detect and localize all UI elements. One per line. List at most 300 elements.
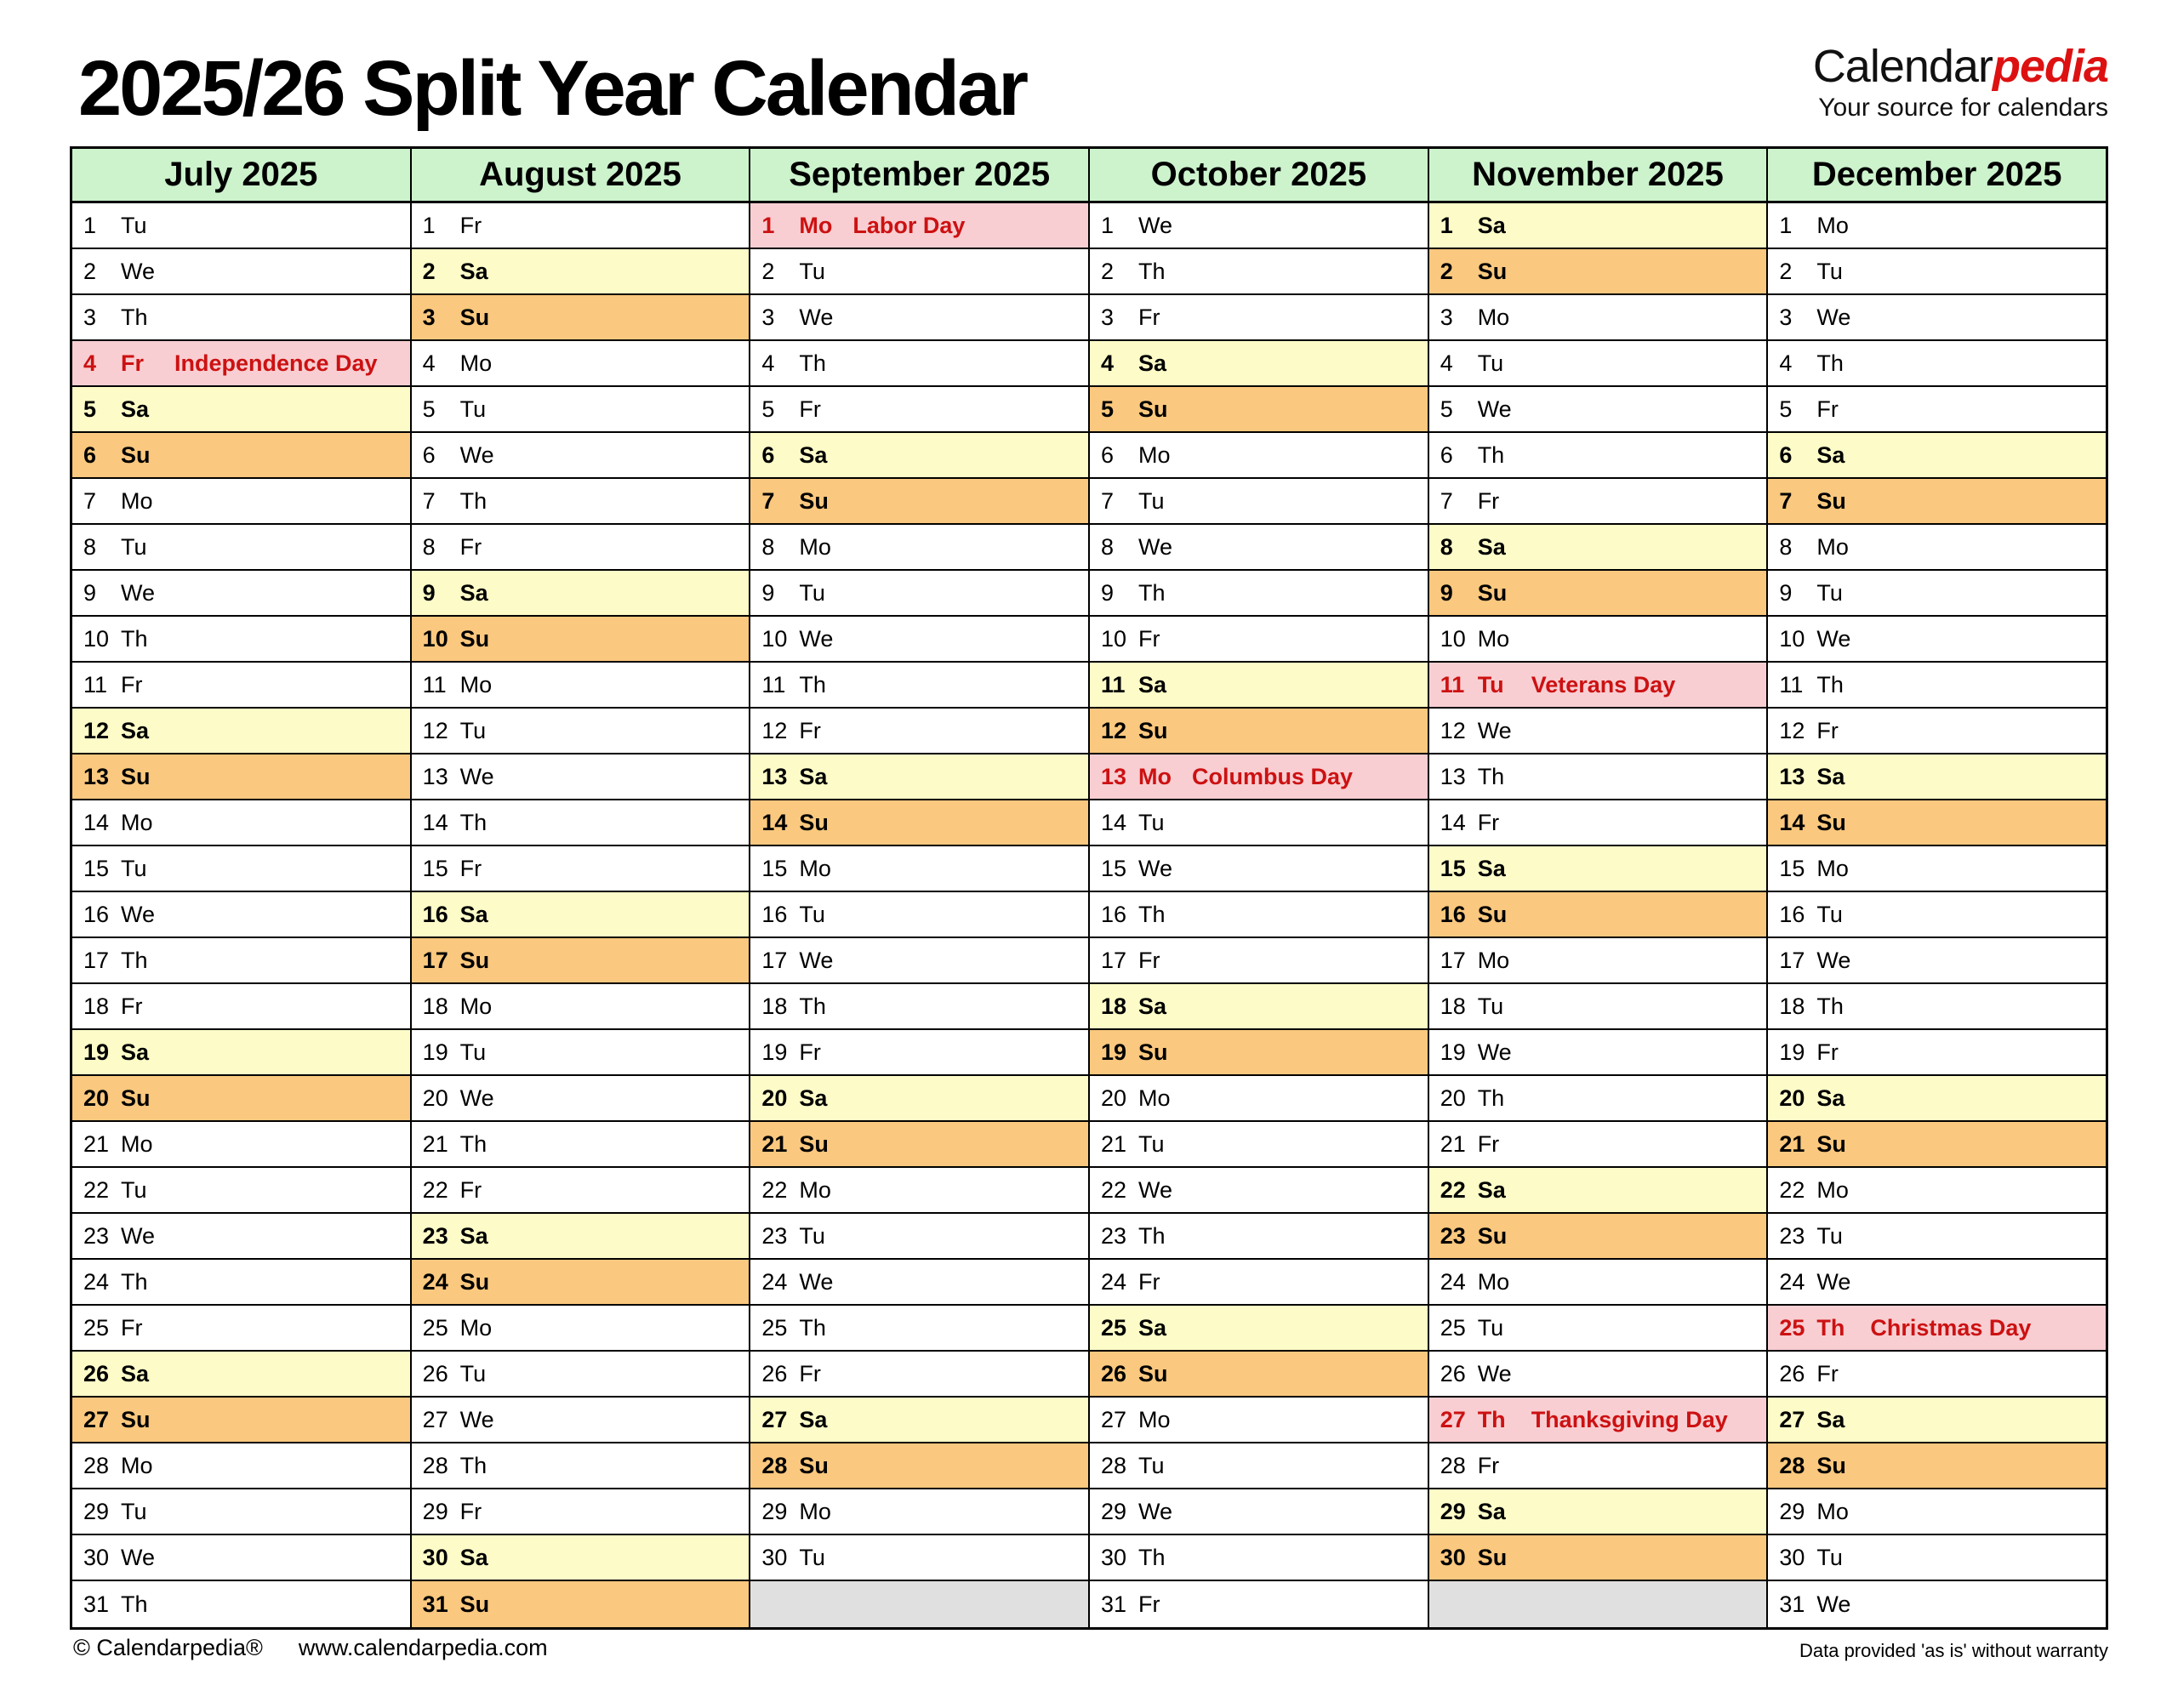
website-link[interactable]: www.calendarpedia.com: [298, 1635, 548, 1660]
day-number: 19: [761, 1039, 788, 1065]
day-number: 15: [1440, 855, 1466, 881]
day-weekday: Sa: [1816, 441, 1845, 468]
day-number: 7: [1440, 487, 1453, 514]
day-weekday: Th: [1816, 993, 1844, 1019]
day-weekday: Th: [1477, 1085, 1505, 1111]
day-row: [750, 203, 1088, 249]
day-weekday: Tu: [459, 1360, 487, 1386]
day-weekday: Su: [459, 1268, 490, 1295]
day-number: 7: [761, 487, 775, 514]
day-row: [412, 846, 750, 892]
day-row: [750, 479, 1088, 525]
day-row: [72, 387, 410, 433]
day-row: [1768, 1535, 2106, 1581]
day-number: 9: [422, 579, 436, 606]
day-row: [1429, 709, 1767, 754]
day-weekday: Th: [1138, 901, 1166, 927]
day-number: 11: [83, 671, 108, 697]
logo-text-black: Calendar: [1812, 41, 1993, 92]
day-row: [72, 617, 410, 663]
day-weekday: Sa: [1816, 1085, 1845, 1111]
day-number: 14: [83, 809, 110, 835]
day-row: [72, 479, 410, 525]
day-weekday: Mo: [1816, 1176, 1849, 1203]
day-number: 28: [422, 1452, 448, 1478]
day-row: [1429, 295, 1767, 341]
day-row: [1429, 984, 1767, 1030]
holiday-label: Thanksgiving Day: [1531, 1406, 1728, 1432]
calendarpedia-logo: [1813, 43, 2108, 122]
day-number: 29: [1440, 1498, 1466, 1524]
day-number: 21: [83, 1130, 110, 1157]
day-row: [750, 1030, 1088, 1076]
day-row: [1090, 938, 1428, 984]
day-weekday: Tu: [1138, 809, 1165, 835]
day-number: 11: [1779, 671, 1804, 697]
day-number: 18: [1101, 993, 1127, 1019]
day-row: [72, 938, 410, 984]
day-weekday: Fr: [1477, 1452, 1500, 1478]
day-row: [1090, 479, 1428, 525]
day-row: [1429, 203, 1767, 249]
day-number: 5: [1440, 396, 1453, 422]
day-weekday: We: [1477, 717, 1512, 743]
day-number: 4: [83, 350, 97, 376]
day-weekday: Th: [459, 809, 487, 835]
day-weekday: Fr: [459, 1498, 482, 1524]
day-weekday: Sa: [121, 1360, 150, 1386]
day-number: 30: [83, 1544, 110, 1570]
day-number: 4: [422, 350, 436, 376]
day-weekday: We: [1138, 855, 1173, 881]
day-row: [1768, 1398, 2106, 1443]
day-row: [1429, 1260, 1767, 1306]
day-number: 18: [1779, 993, 1805, 1019]
day-number: 24: [1440, 1268, 1466, 1295]
day-row: [72, 1398, 410, 1443]
day-row: [1090, 433, 1428, 479]
day-weekday: Mo: [1477, 304, 1510, 330]
month-header-august-2025: August 2025: [412, 149, 750, 203]
day-row: [72, 341, 410, 387]
holiday-label: Labor Day: [852, 212, 966, 238]
day-number: 18: [422, 993, 448, 1019]
day-weekday: Tu: [799, 1222, 825, 1249]
day-number: 23: [1101, 1222, 1127, 1249]
day-row: [1429, 800, 1767, 846]
day-number: 20: [1440, 1085, 1466, 1111]
day-number: 16: [83, 901, 110, 927]
day-row: [750, 295, 1088, 341]
day-number: 17: [422, 947, 448, 973]
day-weekday: Fr: [459, 533, 482, 560]
day-number: 25: [1101, 1314, 1127, 1341]
day-row: [1429, 892, 1767, 938]
day-row: [412, 754, 750, 800]
day-row: [72, 892, 410, 938]
day-weekday: Sa: [1477, 1498, 1506, 1524]
day-number: 18: [83, 993, 110, 1019]
day-row: [412, 571, 750, 617]
day-row: [1090, 1168, 1428, 1214]
day-weekday: Su: [1816, 487, 1846, 514]
day-weekday: We: [121, 1222, 156, 1249]
day-row: [1429, 571, 1767, 617]
day-row: [412, 1030, 750, 1076]
day-number: 4: [1440, 350, 1453, 376]
day-weekday: Tu: [1816, 901, 1843, 927]
day-row: [1090, 1260, 1428, 1306]
day-row: [1429, 617, 1767, 663]
day-row: [1090, 663, 1428, 709]
day-weekday: Sa: [1816, 1406, 1845, 1432]
day-row: [1090, 1489, 1428, 1535]
day-number: 30: [761, 1544, 788, 1570]
day-row: [750, 709, 1088, 754]
day-row: [750, 341, 1088, 387]
day-number: 30: [1101, 1544, 1127, 1570]
day-weekday: We: [121, 258, 156, 284]
day-weekday: Th: [1138, 1544, 1166, 1570]
day-number: 16: [1440, 901, 1466, 927]
day-row: [1768, 1489, 2106, 1535]
day-number: 18: [1440, 993, 1466, 1019]
day-row: [1090, 295, 1428, 341]
day-weekday: Th: [1138, 579, 1166, 606]
day-weekday: Mo: [1477, 947, 1510, 973]
day-weekday: Tu: [799, 1544, 825, 1570]
month-column-october-2025: [1090, 149, 1429, 1627]
day-row: [72, 1076, 410, 1122]
day-weekday: Mo: [1816, 212, 1849, 238]
day-row: [750, 1306, 1088, 1352]
day-number: 13: [83, 763, 110, 789]
day-row: [72, 984, 410, 1030]
day-weekday: We: [1477, 396, 1512, 422]
day-row: [750, 1443, 1088, 1489]
day-row: [1090, 387, 1428, 433]
day-weekday: We: [459, 1406, 494, 1432]
day-number: 17: [761, 947, 788, 973]
day-number: 15: [83, 855, 110, 881]
day-row: [750, 754, 1088, 800]
day-number: 2: [83, 258, 97, 284]
day-weekday: Sa: [459, 1544, 488, 1570]
day-number: 3: [83, 304, 97, 330]
day-number: 3: [1779, 304, 1793, 330]
day-weekday: Mo: [121, 1130, 153, 1157]
day-weekday: Tu: [121, 855, 147, 881]
day-row: [1429, 1076, 1767, 1122]
day-row: [1429, 433, 1767, 479]
day-row: [412, 663, 750, 709]
day-number: 26: [1779, 1360, 1805, 1386]
day-weekday: Mo: [1816, 1498, 1849, 1524]
day-weekday: Tu: [459, 717, 487, 743]
day-number: 16: [1101, 901, 1127, 927]
day-number: 13: [1101, 763, 1127, 789]
day-number: 22: [83, 1176, 110, 1203]
day-weekday: Su: [1816, 1130, 1846, 1157]
holiday-label: Veterans Day: [1531, 671, 1676, 697]
day-number: 23: [422, 1222, 448, 1249]
day-number: 25: [83, 1314, 110, 1341]
day-row: [750, 663, 1088, 709]
day-weekday: Mo: [799, 855, 831, 881]
day-number: 9: [1779, 579, 1793, 606]
day-row: [1768, 341, 2106, 387]
day-number: 20: [422, 1085, 448, 1111]
day-number: 8: [1101, 533, 1115, 560]
day-weekday: Tu: [1138, 487, 1165, 514]
day-row: [412, 938, 750, 984]
day-number: 9: [1101, 579, 1115, 606]
day-number: 12: [1779, 717, 1805, 743]
day-weekday: We: [1816, 625, 1851, 652]
day-weekday: Th: [121, 1591, 148, 1617]
day-weekday: Su: [1138, 1039, 1168, 1065]
day-weekday: Th: [1477, 1406, 1506, 1432]
day-weekday: Fr: [1138, 947, 1160, 973]
day-weekday: Th: [1477, 441, 1505, 468]
day-weekday: Sa: [1477, 533, 1506, 560]
day-row: [750, 938, 1088, 984]
day-weekday: Sa: [1138, 350, 1167, 376]
day-weekday: Mo: [1816, 855, 1849, 881]
day-row: [412, 249, 750, 295]
month-header-december-2025: December 2025: [1768, 149, 2106, 203]
empty-cell: [750, 1581, 1088, 1627]
day-number: 30: [422, 1544, 448, 1570]
day-number: 26: [761, 1360, 788, 1386]
holiday-label: Columbus Day: [1192, 763, 1354, 789]
day-number: 1: [1779, 212, 1793, 238]
day-weekday: Su: [1816, 1452, 1846, 1478]
day-number: 4: [1779, 350, 1793, 376]
day-number: 12: [83, 717, 110, 743]
day-number: 25: [422, 1314, 448, 1341]
day-number: 12: [422, 717, 448, 743]
day-number: 8: [83, 533, 97, 560]
day-weekday: Su: [799, 809, 829, 835]
day-number: 6: [422, 441, 436, 468]
day-row: [72, 800, 410, 846]
day-number: 8: [1440, 533, 1453, 560]
day-row: [1429, 387, 1767, 433]
day-number: 27: [1779, 1406, 1805, 1432]
day-number: 18: [761, 993, 788, 1019]
day-weekday: We: [799, 304, 834, 330]
day-weekday: Tu: [121, 212, 147, 238]
day-number: 22: [1779, 1176, 1805, 1203]
day-weekday: Su: [799, 1130, 829, 1157]
day-number: 22: [1440, 1176, 1466, 1203]
day-weekday: Sa: [799, 441, 828, 468]
footer-left: [73, 1635, 548, 1661]
day-number: 1: [1440, 212, 1453, 238]
month-column-november-2025: [1429, 149, 1769, 1627]
day-number: 21: [761, 1130, 788, 1157]
day-row: [750, 846, 1088, 892]
day-weekday: We: [799, 625, 834, 652]
day-number: 4: [761, 350, 775, 376]
day-number: 10: [422, 625, 448, 652]
day-number: 31: [422, 1591, 448, 1617]
day-row: [412, 1443, 750, 1489]
day-number: 24: [761, 1268, 788, 1295]
day-weekday: Fr: [1138, 1268, 1160, 1295]
day-row: [1429, 341, 1767, 387]
day-row: [1429, 1398, 1767, 1443]
day-weekday: Sa: [459, 258, 488, 284]
day-number: 2: [1101, 258, 1115, 284]
day-row: [72, 1122, 410, 1168]
day-number: 15: [422, 855, 448, 881]
day-weekday: Sa: [459, 901, 488, 927]
day-number: 27: [1101, 1406, 1127, 1432]
day-number: 20: [1101, 1085, 1127, 1111]
day-weekday: Su: [121, 1085, 151, 1111]
empty-cell: [1429, 1581, 1767, 1627]
day-row: [412, 295, 750, 341]
day-weekday: Th: [459, 487, 487, 514]
day-row: [412, 892, 750, 938]
day-weekday: We: [1138, 1176, 1173, 1203]
day-number: 25: [1440, 1314, 1466, 1341]
day-weekday: We: [459, 441, 494, 468]
day-number: 2: [422, 258, 436, 284]
day-number: 5: [83, 396, 97, 422]
day-weekday: Mo: [799, 533, 831, 560]
day-weekday: Sa: [1477, 212, 1506, 238]
day-row: [1429, 754, 1767, 800]
day-number: 14: [1779, 809, 1805, 835]
day-number: 28: [1101, 1452, 1127, 1478]
day-row: [72, 1581, 410, 1627]
day-weekday: Th: [799, 671, 826, 697]
day-weekday: Mo: [1138, 763, 1172, 789]
day-weekday: Tu: [459, 1039, 487, 1065]
day-weekday: Mo: [1138, 1085, 1171, 1111]
day-weekday: Th: [1816, 671, 1844, 697]
day-weekday: Sa: [1138, 1314, 1167, 1341]
day-row: [1429, 249, 1767, 295]
day-weekday: Fr: [121, 350, 144, 376]
holiday-label: Christmas Day: [1870, 1314, 2032, 1341]
day-weekday: We: [799, 947, 834, 973]
day-weekday: Tu: [1477, 671, 1504, 697]
day-weekday: Su: [459, 1591, 490, 1617]
day-number: 28: [83, 1452, 110, 1478]
day-number: 24: [422, 1268, 448, 1295]
day-weekday: Sa: [121, 1039, 150, 1065]
day-weekday: We: [459, 1085, 494, 1111]
day-weekday: Fr: [459, 212, 482, 238]
day-weekday: Tu: [121, 533, 147, 560]
day-row: [1429, 1352, 1767, 1398]
day-number: 10: [1101, 625, 1127, 652]
day-weekday: Su: [121, 763, 151, 789]
day-number: 25: [1779, 1314, 1805, 1341]
day-row: [72, 1168, 410, 1214]
day-row: [1768, 203, 2106, 249]
day-weekday: Mo: [1816, 533, 1849, 560]
day-row: [72, 1214, 410, 1260]
day-weekday: Mo: [459, 671, 493, 697]
day-weekday: Fr: [1816, 1039, 1839, 1065]
day-number: 26: [1440, 1360, 1466, 1386]
day-row: [72, 249, 410, 295]
day-number: 15: [761, 855, 788, 881]
day-row: [1429, 1168, 1767, 1214]
day-row: [1768, 617, 2106, 663]
day-weekday: Tu: [1138, 1130, 1165, 1157]
day-row: [750, 433, 1088, 479]
day-number: 16: [422, 901, 448, 927]
day-number: 17: [1440, 947, 1466, 973]
day-weekday: Th: [799, 350, 826, 376]
day-row: [72, 295, 410, 341]
day-weekday: Th: [1477, 763, 1505, 789]
month-column-september-2025: [750, 149, 1090, 1627]
day-number: 1: [761, 212, 775, 238]
day-weekday: Tu: [1138, 1452, 1165, 1478]
day-row: [1768, 1076, 2106, 1122]
day-row: [412, 479, 750, 525]
day-weekday: Th: [799, 993, 826, 1019]
day-row: [412, 203, 750, 249]
day-weekday: Su: [1477, 1222, 1508, 1249]
day-row: [72, 433, 410, 479]
day-row: [1768, 800, 2106, 846]
day-number: 7: [83, 487, 97, 514]
day-weekday: We: [1816, 1591, 1851, 1617]
day-number: 25: [761, 1314, 788, 1341]
day-row: [72, 663, 410, 709]
day-weekday: Tu: [1816, 258, 1843, 284]
day-number: 31: [1101, 1591, 1127, 1617]
day-row: [412, 433, 750, 479]
day-weekday: Mo: [1138, 1406, 1171, 1432]
day-number: 21: [422, 1130, 448, 1157]
day-row: [412, 1535, 750, 1581]
day-number: 8: [422, 533, 436, 560]
day-row: [750, 1489, 1088, 1535]
day-weekday: Fr: [1816, 396, 1839, 422]
day-number: 22: [422, 1176, 448, 1203]
day-row: [1429, 1535, 1767, 1581]
day-weekday: Sa: [459, 579, 488, 606]
day-weekday: Su: [1477, 579, 1508, 606]
day-row: [1090, 1581, 1428, 1627]
day-number: 5: [422, 396, 436, 422]
day-number: 19: [422, 1039, 448, 1065]
day-number: 13: [761, 763, 788, 789]
day-weekday: Th: [1816, 350, 1844, 376]
day-number: 21: [1779, 1130, 1805, 1157]
day-number: 20: [83, 1085, 110, 1111]
day-row: [1768, 1030, 2106, 1076]
day-weekday: Mo: [1138, 441, 1171, 468]
day-number: 23: [1779, 1222, 1805, 1249]
day-number: 11: [422, 671, 447, 697]
day-weekday: Sa: [1138, 993, 1167, 1019]
day-number: 26: [422, 1360, 448, 1386]
day-weekday: Sa: [1816, 763, 1845, 789]
day-weekday: Su: [1816, 809, 1846, 835]
page-title: 2025/26 Split Year Calendar: [78, 45, 1027, 132]
day-weekday: Tu: [799, 258, 825, 284]
